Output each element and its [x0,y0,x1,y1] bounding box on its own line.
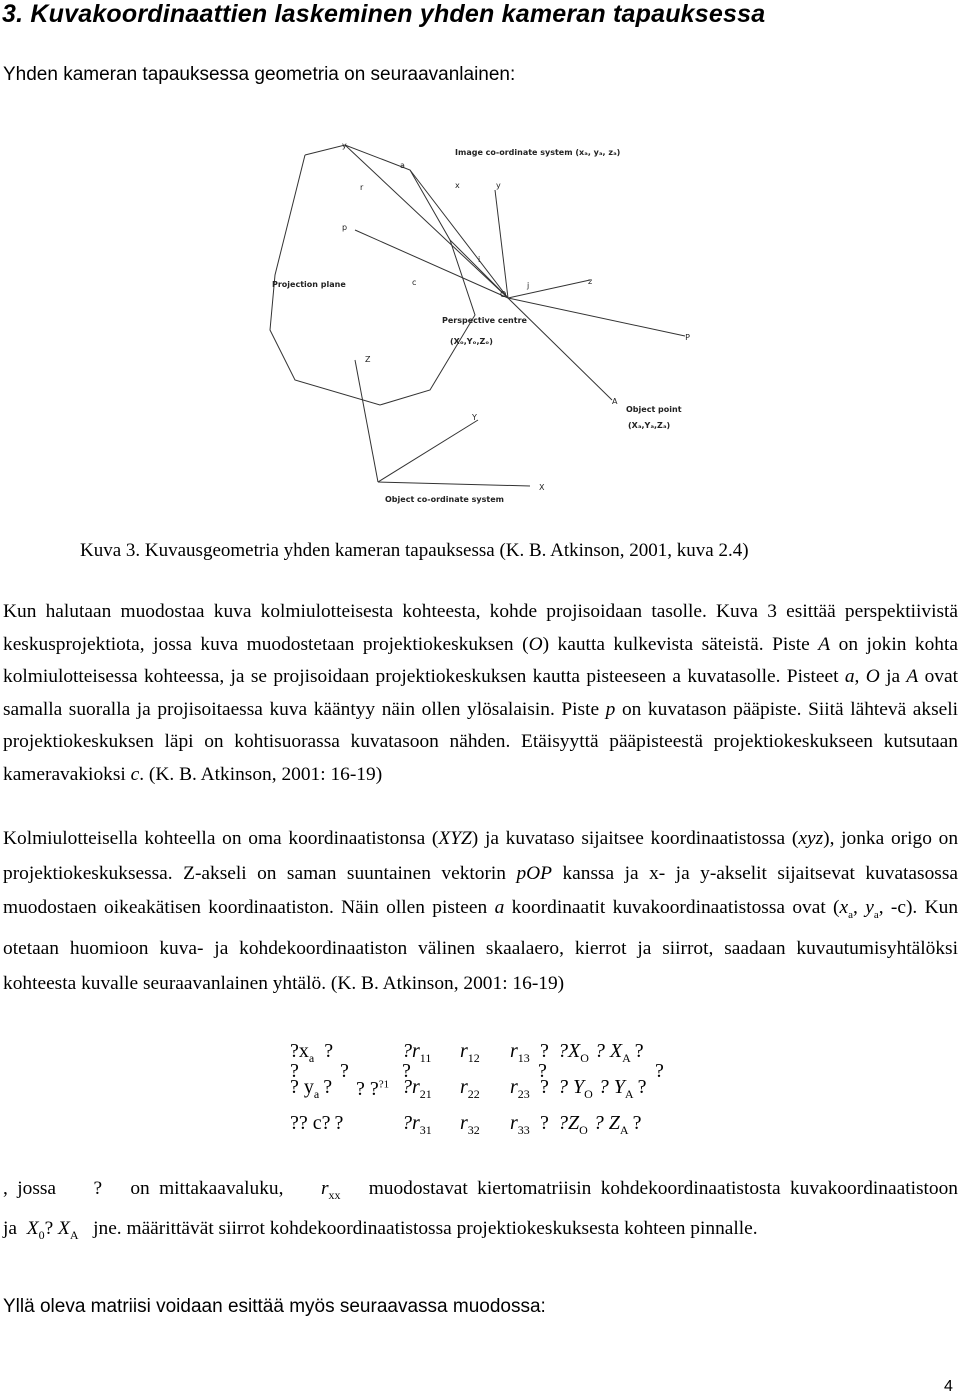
fig-label-i: i [478,255,481,264]
fig-label-Y: Y [472,413,477,422]
fig-label-y-small: y [342,141,347,150]
matrix-q-a: ? [290,1060,299,1082]
fig-label-p: p [342,223,348,232]
ray-line-3 [355,230,508,298]
matrix-q-d: ? [538,1060,547,1082]
ray-y [495,190,508,298]
matrix-r32: $r_{32}$ [460,1112,480,1137]
matrix-v2: ? $Y_O$ ? $Y_A$ ? [558,1076,647,1101]
matrix-r33: $r_{33}$ [510,1112,530,1137]
fig-label-c: c [412,278,417,287]
matrix-row2-lhs: ? $y_a$ ? [290,1076,333,1101]
camera-geometry-figure [250,130,690,520]
matrix-rb1: ? [540,1040,549,1062]
matrix-r12: $r_{12}$ [460,1040,480,1065]
matrix-row1-lhs: $?x_a$ ? [290,1040,334,1065]
section-heading: 3. Kuvakoordinaattien laskeminen yhden kameran tapauksessa [2,0,766,28]
object-z-axis [355,360,378,482]
fig-label-A: A [612,397,618,406]
fig-label-Z: Z [365,355,371,364]
matrix-r31: $?r_{31}$ [402,1112,432,1137]
matrix-rb3: ? [540,1112,549,1134]
matrix-q-b: ? [340,1060,349,1082]
fig-label-O: O [500,290,507,299]
matrix-r11: $?r_{11}$ [402,1040,432,1065]
ray-P [508,298,685,336]
matrix-v1: $?X_O$ ? $X_A$ ? [558,1040,644,1065]
ray-line-1 [345,145,508,298]
fig-label-P: P [685,333,690,342]
matrix-r21: $?r_{21}$ [402,1076,432,1101]
matrix-explanation: , jossa ? on mittakaavaluku, $r_{xx}$ muodostavat kiertomatriisin kohdekoordinaatistosta kuvakoordinaatistoon ja $X_0$? $X_A$ jne. määrittävät siirrot kohdekoordinaatistossa projektiokeskuksesta kohteen pinnalle. [3,1178,958,1242]
paragraph-2: Kolmiulotteisella kohteella on oma koordinaatistonsa (XYZ) ja kuvataso sijaitsee koordinaatistossa (xyz), jonka origo on projektiokeskuksessa. Z-akseli on saman suuntainen vektorin pOP kanssa ja x- ja y-akselit sijaitsevat kuvatasossa muodostaen oikeakätisen koordinaatiston. Näin ollen pisteen a koordinaatit kuvakoordinaatistossa ovat ($x_a$, $y_a$, -c). Kun otetaan huomioon kuva- ja kohdekoordinaatiston välinen skaalaero, kierrot ja siirrot, saadaan kuvautumisyhtälöksi kohteesta kuvalle seuraavanlainen yhtälö. (K. B. Atkinson, 2001: 16-19) [3,828,959,994]
fig-label-object-system: Object co-ordinate system [385,495,504,504]
ray-z [508,280,590,298]
fig-label-r: r [360,183,364,192]
fig-label-object-coords: (Xₐ,Yₐ,Zₐ) [628,421,671,430]
fig-label-image-system: Image co-ordinate system (xₐ, yₐ, zₐ) [455,148,621,157]
fig-label-object-point: Object point [626,405,682,414]
fig-label-X: X [539,483,545,492]
matrix-rb2: ? [540,1076,549,1098]
fig-label-perspective-centre: Perspective centre [442,316,527,325]
matrix-row3-lhs: ?? c? ? [290,1112,344,1134]
matrix-r13: $r_{13}$ [510,1040,530,1065]
matrix-r23: $r_{23}$ [510,1076,530,1101]
fig-label-a: a [400,161,405,170]
closing-sentence: Yllä oleva matriisi voidaan esittää myös seuraavassa muodossa: [3,1296,546,1317]
fig-label-x-small: x [455,181,460,190]
fig-label-y-small-2: y [496,181,501,190]
fig-label-j: j [527,281,530,290]
fig-label-projection-plane: Projection plane [272,280,346,289]
object-x-axis [378,482,530,486]
matrix-scale: ? ?$^{?1}$ [356,1078,390,1100]
figure-caption: Kuva 3. Kuvausgeometria yhden kameran tapauksessa (K. B. Atkinson, 2001, kuva 2.4) [80,540,749,561]
fig-label-z-right: z [588,277,593,286]
matrix-q-c: ? [402,1060,411,1082]
object-y-axis [378,420,478,482]
intro-text: Yhden kameran tapauksessa geometria on seuraavanlainen: [3,64,516,85]
paragraph-1: Kun halutaan muodostaa kuva kolmiulotteisesta kohteesta, kohde projisoidaan tasolle. Kuva 3 esittää perspektiivistä keskusprojektiota, jossa kuva muodostetaan projektiokeskuksen (O) kautta kulkevista säteistä. Piste A on jokin kohta kolmiulotteisessa kohteessa, ja se projisoidaan projektiokeskuksen kautta pisteeseen a kuvatasolle. Pisteet a, O ja A ovat samalla suoralla ja projisoitaessa kuva kääntyy näin ollen ylösalaisin. Piste p on kuvatason pääpiste. Siitä lähtevä akseli projektiokeskuksen läpi on kohtisuorassa kuvatasoon nähden. Etäisyyttä pääpisteestä projektiokeskukseen kutsutaan kameravakioksi c. (K. B. Atkinson, 2001: 16-19) [3,601,959,785]
fig-label-perspective-coords: (Xₒ,Yₒ,Zₒ) [450,337,493,346]
matrix-q-e: ? [655,1060,664,1082]
matrix-r22: $r_{22}$ [460,1076,480,1101]
page-number: 4 [944,1378,953,1395]
ray-to-A [508,298,612,400]
projection-plane-outline [270,145,475,405]
matrix-v3: $?Z_O$ ? $Z_A$ ? [558,1112,642,1137]
